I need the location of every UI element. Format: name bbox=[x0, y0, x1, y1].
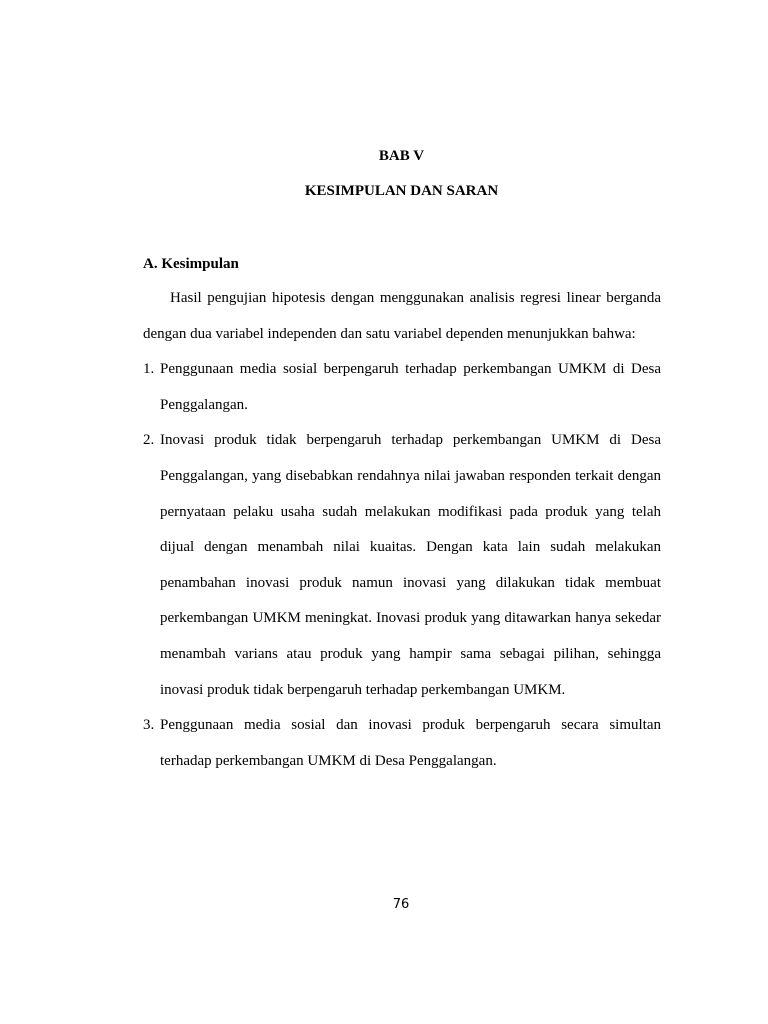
list-item-number: 3. bbox=[143, 717, 155, 734]
list-item bbox=[143, 423, 661, 708]
list-item bbox=[143, 708, 661, 779]
chapter-label: BAB V bbox=[378, 148, 425, 164]
section-body bbox=[143, 281, 661, 779]
list-item-text: Penggunaan media sosial dan inovasi produk berpengaruh secara simultan terhadap perkembangan UMKM di Desa Penggalangan. bbox=[160, 717, 661, 769]
chapter-title: KESIMPULAN DAN SARAN bbox=[304, 183, 499, 199]
intro-paragraph: Hasil pengujian hipotesis dengan menggunakan analisis regresi linear berganda dengan dua variabel independen dan satu variabel dependen menunjukkan bahwa: bbox=[143, 290, 661, 342]
list-item-text: Inovasi produk tidak berpengaruh terhadap perkembangan UMKM di Desa Penggalangan, yang disebabkan rendahnya nilai jawaban responden terkait dengan pernyataan pelaku usaha sudah melakukan modifikasi pada produk yang telah dijual dengan menambah nilai kuaitas. Dengan kata lain sudah melakukan penambahan inovasi produk namun inovasi yang dilakukan tidak membuat perkembangan UMKM meningkat. Inovasi produk yang ditawarkan hanya sekedar menambah varians atau produk yang hampir sama sebagai pilihan, sehingga inovasi produk tidak berpengaruh terhadap perkembangan UMKM. bbox=[160, 432, 661, 698]
list-item-number: 2. bbox=[143, 432, 155, 449]
list-item-number: 1. bbox=[143, 361, 155, 378]
section-heading: A. Kesimpulan bbox=[143, 256, 239, 272]
list-item-text: Penggunaan media sosial berpengaruh terhadap perkembangan UMKM di Desa Penggalangan. bbox=[160, 361, 661, 413]
list-item bbox=[143, 352, 661, 423]
page-number: 76 bbox=[392, 897, 410, 912]
